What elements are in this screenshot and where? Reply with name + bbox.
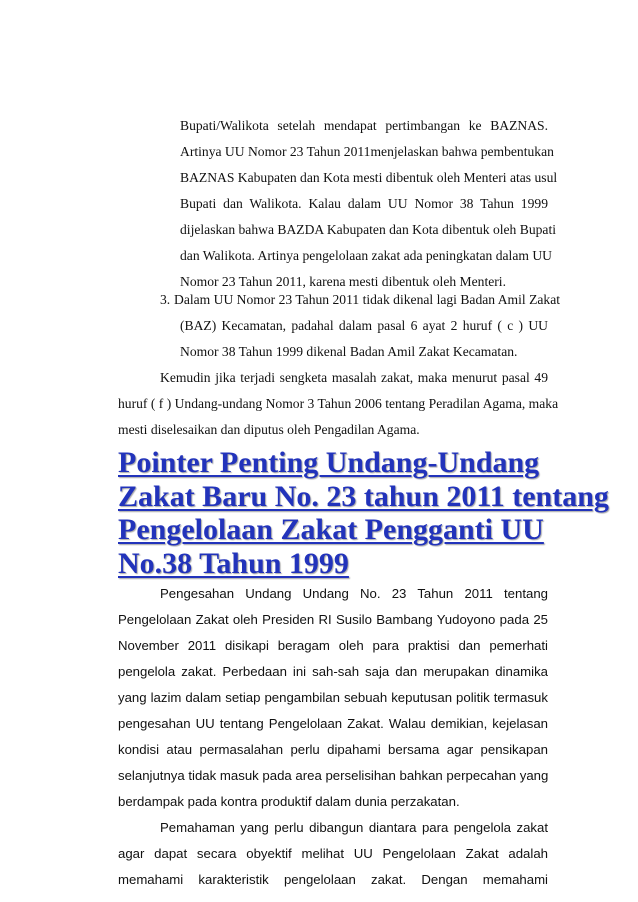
text-line: memahami karakteristik pengelolaan zakat. Dengan memahami bbox=[118, 872, 548, 887]
text-line: yang lazim dalam setiap pengambilan sebuah keputusan politik termasuk bbox=[118, 690, 548, 705]
text-line: Dalam UU Nomor 23 Tahun 2011 tidak dikenal lagi Badan Amil Zakat bbox=[174, 292, 561, 307]
text-line: Pemahaman yang perlu dibangun diantara para pengelola zakat bbox=[160, 820, 548, 835]
heading-line: Zakat Baru No. 23 tahun 2011 tentang bbox=[118, 479, 609, 513]
heading-line: No.38 Tahun 1999 bbox=[118, 546, 349, 580]
text-line: Bupati/Walikota setelah mendapat pertimbangan ke BAZNAS. bbox=[180, 118, 548, 133]
text-line: dijelaskan bahwa BAZDA Kabupaten dan Kota dibentuk oleh Bupati bbox=[180, 222, 557, 237]
text-line: kondisi atau permasalahan perlu dipahami bersama agar pensikapan bbox=[118, 742, 548, 757]
heading-line: Pointer Penting Undang-Undang bbox=[118, 446, 540, 479]
text-line: Pengelolaan Zakat oleh Presiden RI Susilo Bambang Yudoyono pada 25 bbox=[118, 612, 548, 627]
text-line: pengelola zakat. Perbedaan ini sah-sah saja dan merupakan dinamika bbox=[118, 664, 548, 679]
text-line: November 2011 disikapi beragam oleh para praktisi dan pemerhati bbox=[118, 638, 548, 653]
text-line: huruf ( f ) Undang-undang Nomor 3 Tahun 2006 tentang Peradilan Agama, maka bbox=[118, 396, 559, 411]
heading-line: Pengelolaan Zakat Pengganti UU bbox=[118, 513, 544, 546]
text-line: Artinya UU Nomor 23 Tahun 2011menjelaskan bahwa pembentukan bbox=[180, 144, 554, 159]
text-line: dan Walikota. Artinya pengelolaan zakat ada peningkatan dalam UU bbox=[180, 248, 552, 263]
section-heading bbox=[118, 446, 609, 580]
text-line: berdampak pada kontra produktif dalam dunia perzakatan. bbox=[118, 794, 460, 809]
text-line: agar dapat secara obyektif melihat UU Pengelolaan Zakat adalah bbox=[118, 846, 548, 861]
text-line: Pengesahan Undang Undang No. 23 Tahun 2011 tentang bbox=[160, 586, 548, 601]
text-line: mesti diselesaikan dan diputus oleh Pengadilan Agama. bbox=[118, 422, 420, 437]
text-line: Kemudin jika terjadi sengketa masalah zakat, maka menurut pasal 49 bbox=[160, 370, 548, 385]
text-line: (BAZ) Kecamatan, padahal dalam pasal 6 ayat 2 huruf ( c ) UU bbox=[180, 318, 548, 333]
list-number: 3. bbox=[160, 292, 171, 307]
text-line: Bupati dan Walikota. Kalau dalam UU Nomor 38 Tahun 1999 bbox=[180, 196, 548, 211]
text-line: Nomor 38 Tahun 1999 dikenal Badan Amil Zakat Kecamatan. bbox=[180, 344, 518, 359]
text-line: Nomor 23 Tahun 2011, karena mesti dibentuk oleh Menteri. bbox=[180, 274, 506, 289]
text-line: pengesahan UU tentang Pengelolaan Zakat. Walau demikian, kejelasan bbox=[118, 716, 548, 731]
text-line: BAZNAS Kabupaten dan Kota mesti dibentuk oleh Menteri atas usul bbox=[180, 170, 558, 185]
text-line: selanjutnya tidak masuk pada area perselisihan bahkan perpecahan yang bbox=[118, 768, 549, 783]
